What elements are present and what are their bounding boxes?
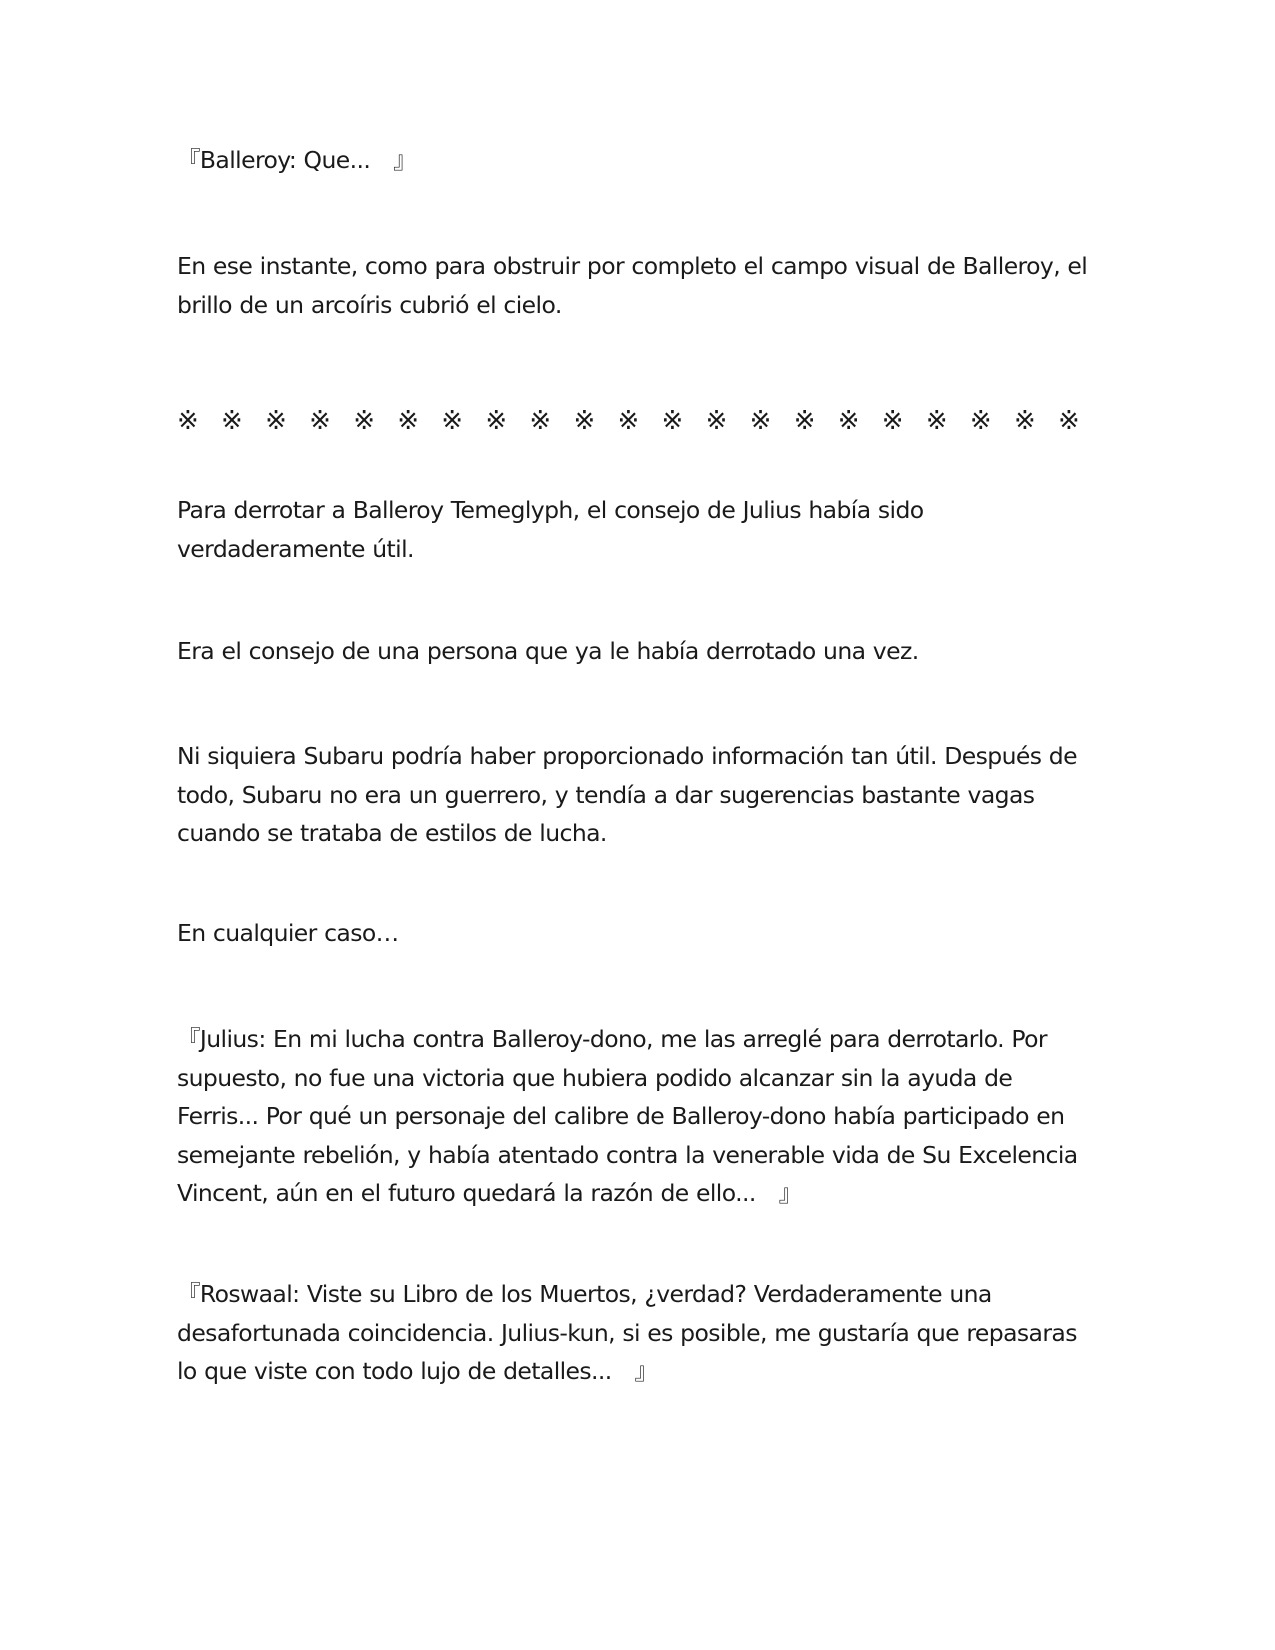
scene-break: ※ ※ ※ ※ ※ ※ ※ ※ ※ ※ ※ ※ ※ ※ ※ ※ ※ ※ ※ ※ ※ <box>177 406 1087 436</box>
paragraph-julius-advice: Para derrotar a Balleroy Temeglyph, el consejo de Julius había sido verdaderamente útil. <box>177 496 924 563</box>
paragraph-rainbow: En ese instante, como para obstruir por completo el campo visual de Balleroy, el brillo de un arcoíris cubrió el cielo. <box>177 252 1088 319</box>
dialogue-julius: 『Julius: En mi lucha contra Balleroy-dono, me las arreglé para derrotarlo. Por supuesto, no fue una victoria que hubiera podido alcanzar sin la ayuda de Ferris... Por qué un personaje del calibre de Balleroy-dono había participado en semejante rebelión, y había atentado contra la venerable vida de Su Excelencia Vincent, aún en el futuro quedará la razón de ello... 』 <box>177 1025 1078 1207</box>
dialogue-roswaal: 『Roswaal: Viste su Libro de los Muertos, ¿verdad? Verdaderamente una desafortunada coincidencia. Julius-kun, si es posible, me gustaría que repasaras lo que viste con todo lujo de detalles... 』 <box>177 1280 1077 1385</box>
paragraph-in-any-case: En cualquier caso… <box>177 919 399 947</box>
dialogue-balleroy: 『Balleroy: Que... 』 <box>177 146 417 174</box>
paragraph-subaru: Ni siquiera Subaru podría haber proporcionado información tan útil. Después de todo, Subaru no era un guerrero, y tendía a dar sugerencias bastante vagas cuando se trataba de estilos de lucha. <box>177 742 1077 847</box>
paragraph-defeated-once: Era el consejo de una persona que ya le había derrotado una vez. <box>177 637 919 665</box>
